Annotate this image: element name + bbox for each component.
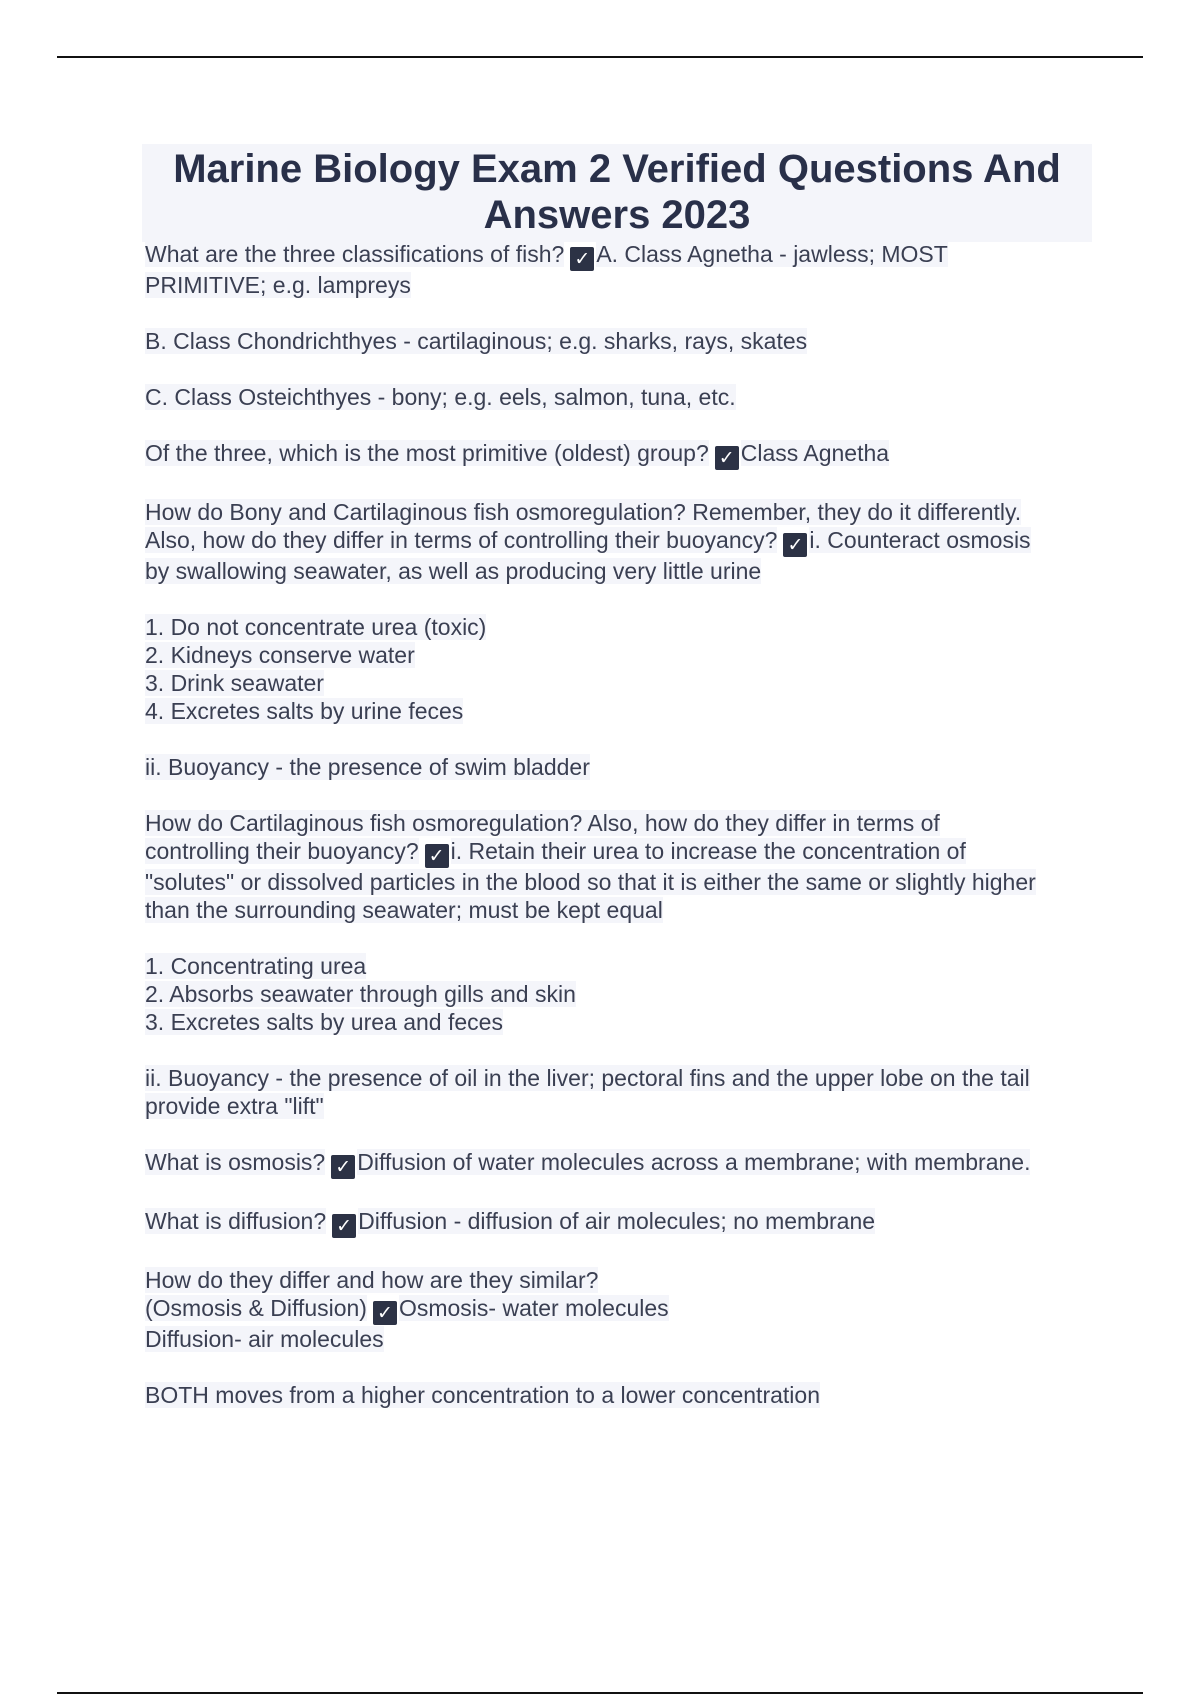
bottom-rule [57,1692,1143,1694]
answer-text: B. Class Chondrichthyes - cartilaginous; e.g. sharks, rays, skates [145,328,808,354]
paragraph [145,327,1095,355]
answer-text: i. Counteract osmosis [809,527,1031,553]
list-item: 3. Drink seawater [145,670,324,696]
answer-text: ii. Buoyancy - the presence of oil in the liver; pectoral fins and the upper lobe on the tail [145,1065,1030,1091]
list-item: 4. Excretes salts by urine feces [145,698,464,724]
answer-text: BOTH moves from a higher concentration to a lower concentration [145,1382,820,1408]
list-item: 1. Do not concentrate urea (toxic) [145,614,487,640]
question-text: controlling their buoyancy? [145,838,419,864]
qa-block-classifications [145,240,1095,299]
answer-text: Diffusion- air molecules [145,1326,384,1352]
qa-block-cartilaginous-osmoregulation [145,809,1095,924]
answer-text: A. Class Agnetha - jawless; MOST [596,241,948,267]
numbered-list [145,952,1095,1036]
paragraph [145,1381,1095,1409]
qa-block-compare [145,1266,1095,1353]
question-text: Also, how do they differ in terms of controlling their buoyancy? [145,527,778,553]
answer-text: "solutes" or dissolved particles in the blood so that it is either the same or slightly higher [145,869,1036,895]
paragraph [145,383,1095,411]
answer-text: by swallowing seawater, as well as producing very little urine [145,558,762,584]
checkmark-icon: ✓ [332,1214,356,1238]
checkmark-icon: ✓ [715,446,739,470]
page-title: Marine Biology Exam 2 Verified Questions And Answers 2023 [142,144,1092,242]
checkmark-icon: ✓ [425,844,449,868]
answer-text: than the surrounding seawater; must be kept equal [145,897,663,923]
question-text: How do they differ and how are they similar? [145,1267,599,1293]
answer-text: provide extra "lift" [145,1093,324,1119]
answer-text: PRIMITIVE; e.g. lampreys [145,272,411,298]
checkmark-icon: ✓ [331,1155,355,1179]
answer-text: Osmosis- water molecules [398,1295,669,1321]
question-text: Of the three, which is the most primitive (oldest) group? [145,440,709,466]
question-text: What is diffusion? [145,1208,327,1234]
qa-block-diffusion [145,1207,1095,1238]
question-text: What is osmosis? [145,1149,326,1175]
question-text: How do Cartilaginous fish osmoregulation? Also, how do they differ in terms of [145,810,940,836]
answer-text: i. Retain their urea to increase the concentration of [450,838,966,864]
qa-block-bony-osmoregulation [145,498,1095,585]
list-item: 2. Kidneys conserve water [145,642,415,668]
answer-text: Diffusion of water molecules across a membrane; with membrane. [357,1149,1031,1175]
qa-block-primitive [145,439,1095,470]
question-text: What are the three classifications of fish? [145,241,565,267]
answer-text: Class Agnetha [740,440,890,466]
question-text: How do Bony and Cartilaginous fish osmoregulation? Remember, they do it differently. [145,499,1022,525]
document-body [145,240,1095,1437]
list-item: 3. Excretes salts by urea and feces [145,1009,503,1035]
checkmark-icon: ✓ [373,1301,397,1325]
answer-text: Diffusion - diffusion of air molecules; no membrane [358,1208,876,1234]
list-item: 2. Absorbs seawater through gills and skin [145,981,576,1007]
qa-block-osmosis [145,1148,1095,1179]
paragraph [145,753,1095,781]
answer-text: ii. Buoyancy - the presence of swim bladder [145,754,590,780]
top-rule [57,56,1143,58]
paragraph [145,1064,1095,1120]
checkmark-icon: ✓ [783,533,807,557]
list-item: 1. Concentrating urea [145,953,367,979]
question-text: (Osmosis & Diffusion) [145,1295,367,1321]
numbered-list [145,613,1095,725]
checkmark-icon: ✓ [570,247,594,271]
answer-text: C. Class Osteichthyes - bony; e.g. eels, salmon, tuna, etc. [145,384,736,410]
